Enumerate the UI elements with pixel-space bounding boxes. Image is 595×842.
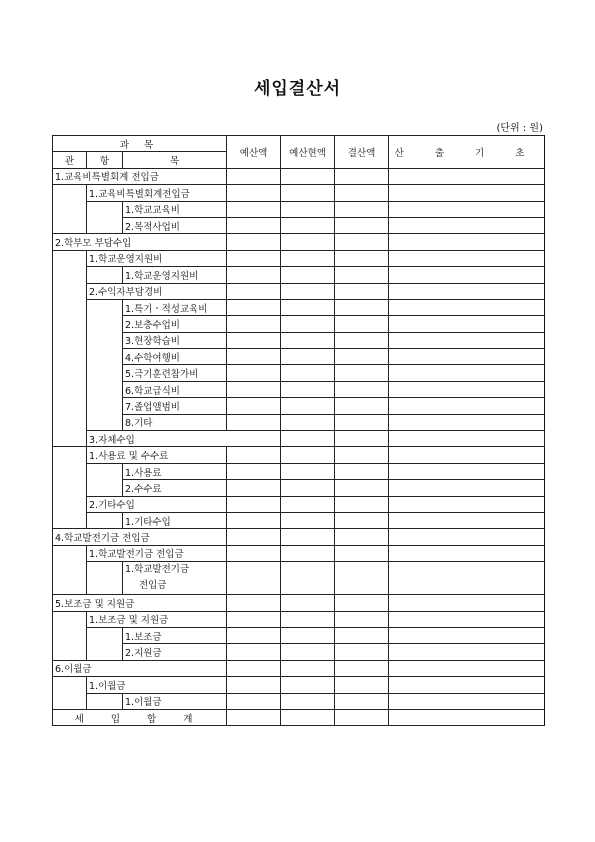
table-row (53, 250, 545, 266)
mok-cell: 3.현장학습비 (123, 332, 227, 348)
header-budget: 예산액 (227, 136, 281, 169)
table-row (53, 299, 545, 315)
mok-cell: 1.특기ㆍ적성교육비 (123, 299, 227, 315)
header-hang: 항 (87, 152, 123, 168)
gwan-cell: 2.학부모 부담수입 (53, 234, 227, 250)
mok-cell-line1: 1.학교발전기금 (125, 564, 190, 576)
mok-cell: 2.지원금 (123, 644, 227, 660)
revenue-settlement-table (52, 135, 545, 726)
mok-cell: 2.수수료 (123, 480, 227, 496)
total-label: 세 입 합 계 (53, 709, 227, 725)
table-row (53, 414, 545, 430)
table-row (53, 496, 545, 512)
header-mok: 목 (123, 152, 227, 168)
hang-cell: 1.사용료 및 수수료 (87, 447, 227, 463)
gwan-cell: 4.학교발전기금 전입금 (53, 529, 227, 545)
table-row (53, 529, 545, 545)
hang-cell: 1.이월금 (87, 677, 227, 693)
table-row (53, 693, 545, 709)
header-row-1 (53, 136, 545, 152)
table-row (53, 627, 545, 643)
table-row (53, 431, 545, 447)
table-row (53, 660, 545, 676)
table-row (53, 234, 545, 250)
mok-cell (123, 562, 227, 595)
table-row (53, 332, 545, 348)
table-row (53, 644, 545, 660)
table-row (53, 201, 545, 217)
mok-cell: 1.사용료 (123, 463, 227, 479)
table-row (53, 349, 545, 365)
header-basis: 산 출 기 초 (389, 136, 545, 169)
mok-cell: 1.학교운영지원비 (123, 267, 227, 283)
page-title: 세입결산서 (253, 79, 342, 99)
table-row (53, 677, 545, 693)
mok-cell: 2.목적사업비 (123, 217, 227, 233)
table-row (53, 316, 545, 332)
hang-cell: 2.기타수입 (87, 496, 227, 512)
table-row (53, 545, 545, 561)
table-row (53, 512, 545, 528)
hang-cell: 1.학교운영지원비 (87, 250, 227, 266)
unit-label: (단위 : 원) (496, 123, 543, 134)
table-row (53, 562, 545, 595)
mok-cell-line2: 전입금 (139, 580, 167, 592)
table-row (53, 447, 545, 463)
mok-cell: 5.극기훈련참가비 (123, 365, 227, 381)
table-row (53, 398, 545, 414)
header-budget-current: 예산현액 (281, 136, 335, 169)
gwan-cell: 3.자체수입 (87, 431, 281, 447)
header-subject: 과 목 (53, 136, 227, 152)
mok-cell: 1.보조금 (123, 627, 227, 643)
mok-cell: 1.기타수입 (123, 512, 227, 528)
mok-cell: 7.졸업앨범비 (123, 398, 227, 414)
table-row (53, 267, 545, 283)
mok-cell: 1.학교교육비 (123, 201, 227, 217)
table-row (53, 283, 545, 299)
table-row (53, 185, 545, 201)
mok-cell: 8.기타 (123, 414, 227, 430)
table-row (53, 480, 545, 496)
mok-cell: 1.이월금 (123, 693, 227, 709)
hang-cell: 2.수익자부담경비 (87, 283, 227, 299)
table-row (53, 463, 545, 479)
table-row (53, 217, 545, 233)
gwan-cell: 6.이월금 (53, 660, 227, 676)
gwan-cell: 1.교육비특별회계 전입금 (53, 168, 227, 184)
table-row (53, 611, 545, 627)
header-gwan: 관 (53, 152, 87, 168)
mok-cell: 2.보충수업비 (123, 316, 227, 332)
header-settlement: 결산액 (335, 136, 389, 169)
table-row (53, 381, 545, 397)
mok-cell: 6.학교급식비 (123, 381, 227, 397)
mok-cell: 4.수학여행비 (123, 349, 227, 365)
hang-cell: 1.학교발전기금 전입금 (87, 545, 227, 561)
gwan-cell: 5.보조금 및 지원금 (53, 595, 227, 611)
hang-cell: 1.보조금 및 지원금 (87, 611, 227, 627)
table-row (53, 168, 545, 184)
table-row (53, 365, 545, 381)
hang-cell: 1.교육비특별회계전입금 (87, 185, 227, 201)
total-row (53, 709, 545, 725)
table-row (53, 595, 545, 611)
